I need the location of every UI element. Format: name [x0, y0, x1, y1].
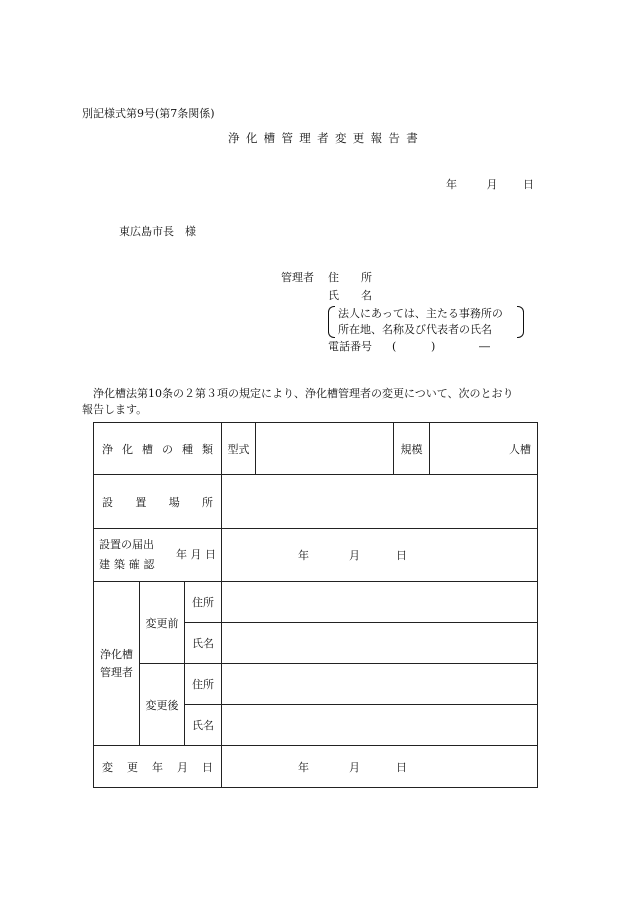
reporter-address-label: 住 所 [328, 271, 372, 284]
notice-date-label: 年 月 日 [176, 548, 216, 561]
reporter-name-label: 氏 名 [328, 289, 372, 302]
tank-type-char: 類 [202, 442, 213, 456]
scale-unit[interactable]: 人槽 [430, 423, 538, 475]
form-number: 別記様式第9号(第7条関係) [82, 107, 215, 120]
tank-type-char: の [162, 442, 173, 456]
intro-line-2: 報告します。 [82, 403, 148, 416]
phone-label: 電話番号 [328, 340, 372, 353]
change-day: 日 [396, 760, 408, 774]
phone-dash: ― [479, 340, 490, 353]
change-date-value[interactable] [222, 746, 538, 788]
before-address-label: 住所 [185, 582, 222, 623]
change-month: 月 [349, 760, 361, 774]
notice-label [94, 529, 222, 582]
model-label: 型式 [222, 423, 256, 475]
location-char: 場 [168, 495, 180, 509]
after-address-label: 住所 [185, 664, 222, 705]
report-date [446, 179, 534, 190]
reporter-role: 管理者 [281, 271, 314, 284]
after-name-label: 氏名 [185, 705, 222, 746]
tank-type-char: 浄 [102, 442, 113, 456]
change-date-char: 月 [177, 760, 188, 774]
tank-type-char: 化 [122, 442, 133, 456]
after-address-value[interactable] [222, 664, 538, 705]
corp-note-line-1: 法人にあっては、主たる事務所の [338, 307, 503, 320]
addressee: 東広島市長 様 [119, 225, 196, 238]
location-char: 所 [202, 495, 214, 509]
change-date-label [94, 746, 222, 788]
location-char: 設 [102, 495, 113, 509]
report-date-month: 月 [486, 178, 498, 191]
report-table [93, 422, 538, 788]
intro-line-1: 浄化槽法第10条の２第３項の規定により、浄化槽管理者の変更について、次のとおり [93, 387, 514, 400]
change-date-char: 変 [102, 760, 113, 774]
notice-line-2: 建築確認 [99, 558, 159, 571]
document-title: 浄化槽管理者変更報告書 [228, 131, 425, 145]
report-date-year: 年 [446, 178, 457, 191]
row-after-address [94, 664, 538, 705]
change-date-char: 年 [152, 760, 163, 774]
before-label: 変更前 [140, 582, 185, 664]
row-location [94, 475, 538, 529]
change-date-char: 更 [127, 760, 138, 774]
before-name-value[interactable] [222, 623, 538, 664]
row-change-date [94, 746, 538, 788]
after-label: 変更後 [140, 664, 185, 746]
location-label [94, 475, 222, 529]
phone-paren-open: ( [392, 340, 397, 353]
row-tank-type [94, 423, 538, 475]
tank-type-char: 種 [182, 442, 193, 456]
tank-type-label [94, 423, 222, 475]
before-name-label: 氏名 [185, 623, 222, 664]
corporation-note [328, 306, 524, 340]
notice-line-1: 設置の届出 [99, 538, 154, 551]
manager-group-text: 浄化槽 管理者 [100, 648, 133, 679]
report-date-day: 日 [523, 178, 534, 191]
location-value[interactable] [222, 475, 538, 529]
corp-note-line-2: 所在地、名称及び代表者の氏名 [338, 323, 492, 336]
scale-label: 規模 [394, 423, 430, 475]
notice-day: 日 [396, 549, 408, 562]
model-value[interactable] [256, 423, 394, 475]
row-notice-date [94, 529, 538, 582]
tank-type-char: 槽 [142, 442, 153, 456]
notice-date-value[interactable] [222, 529, 538, 582]
after-name-value[interactable] [222, 705, 538, 746]
manager-group-label [94, 582, 140, 746]
change-year: 年 [298, 760, 310, 774]
notice-month: 月 [349, 549, 361, 562]
change-date-char: 日 [202, 760, 213, 774]
phone-paren-close: ) [431, 340, 436, 353]
row-before-address [94, 582, 538, 623]
before-address-value[interactable] [222, 582, 538, 623]
notice-year: 年 [298, 549, 310, 562]
location-char: 置 [135, 495, 147, 509]
